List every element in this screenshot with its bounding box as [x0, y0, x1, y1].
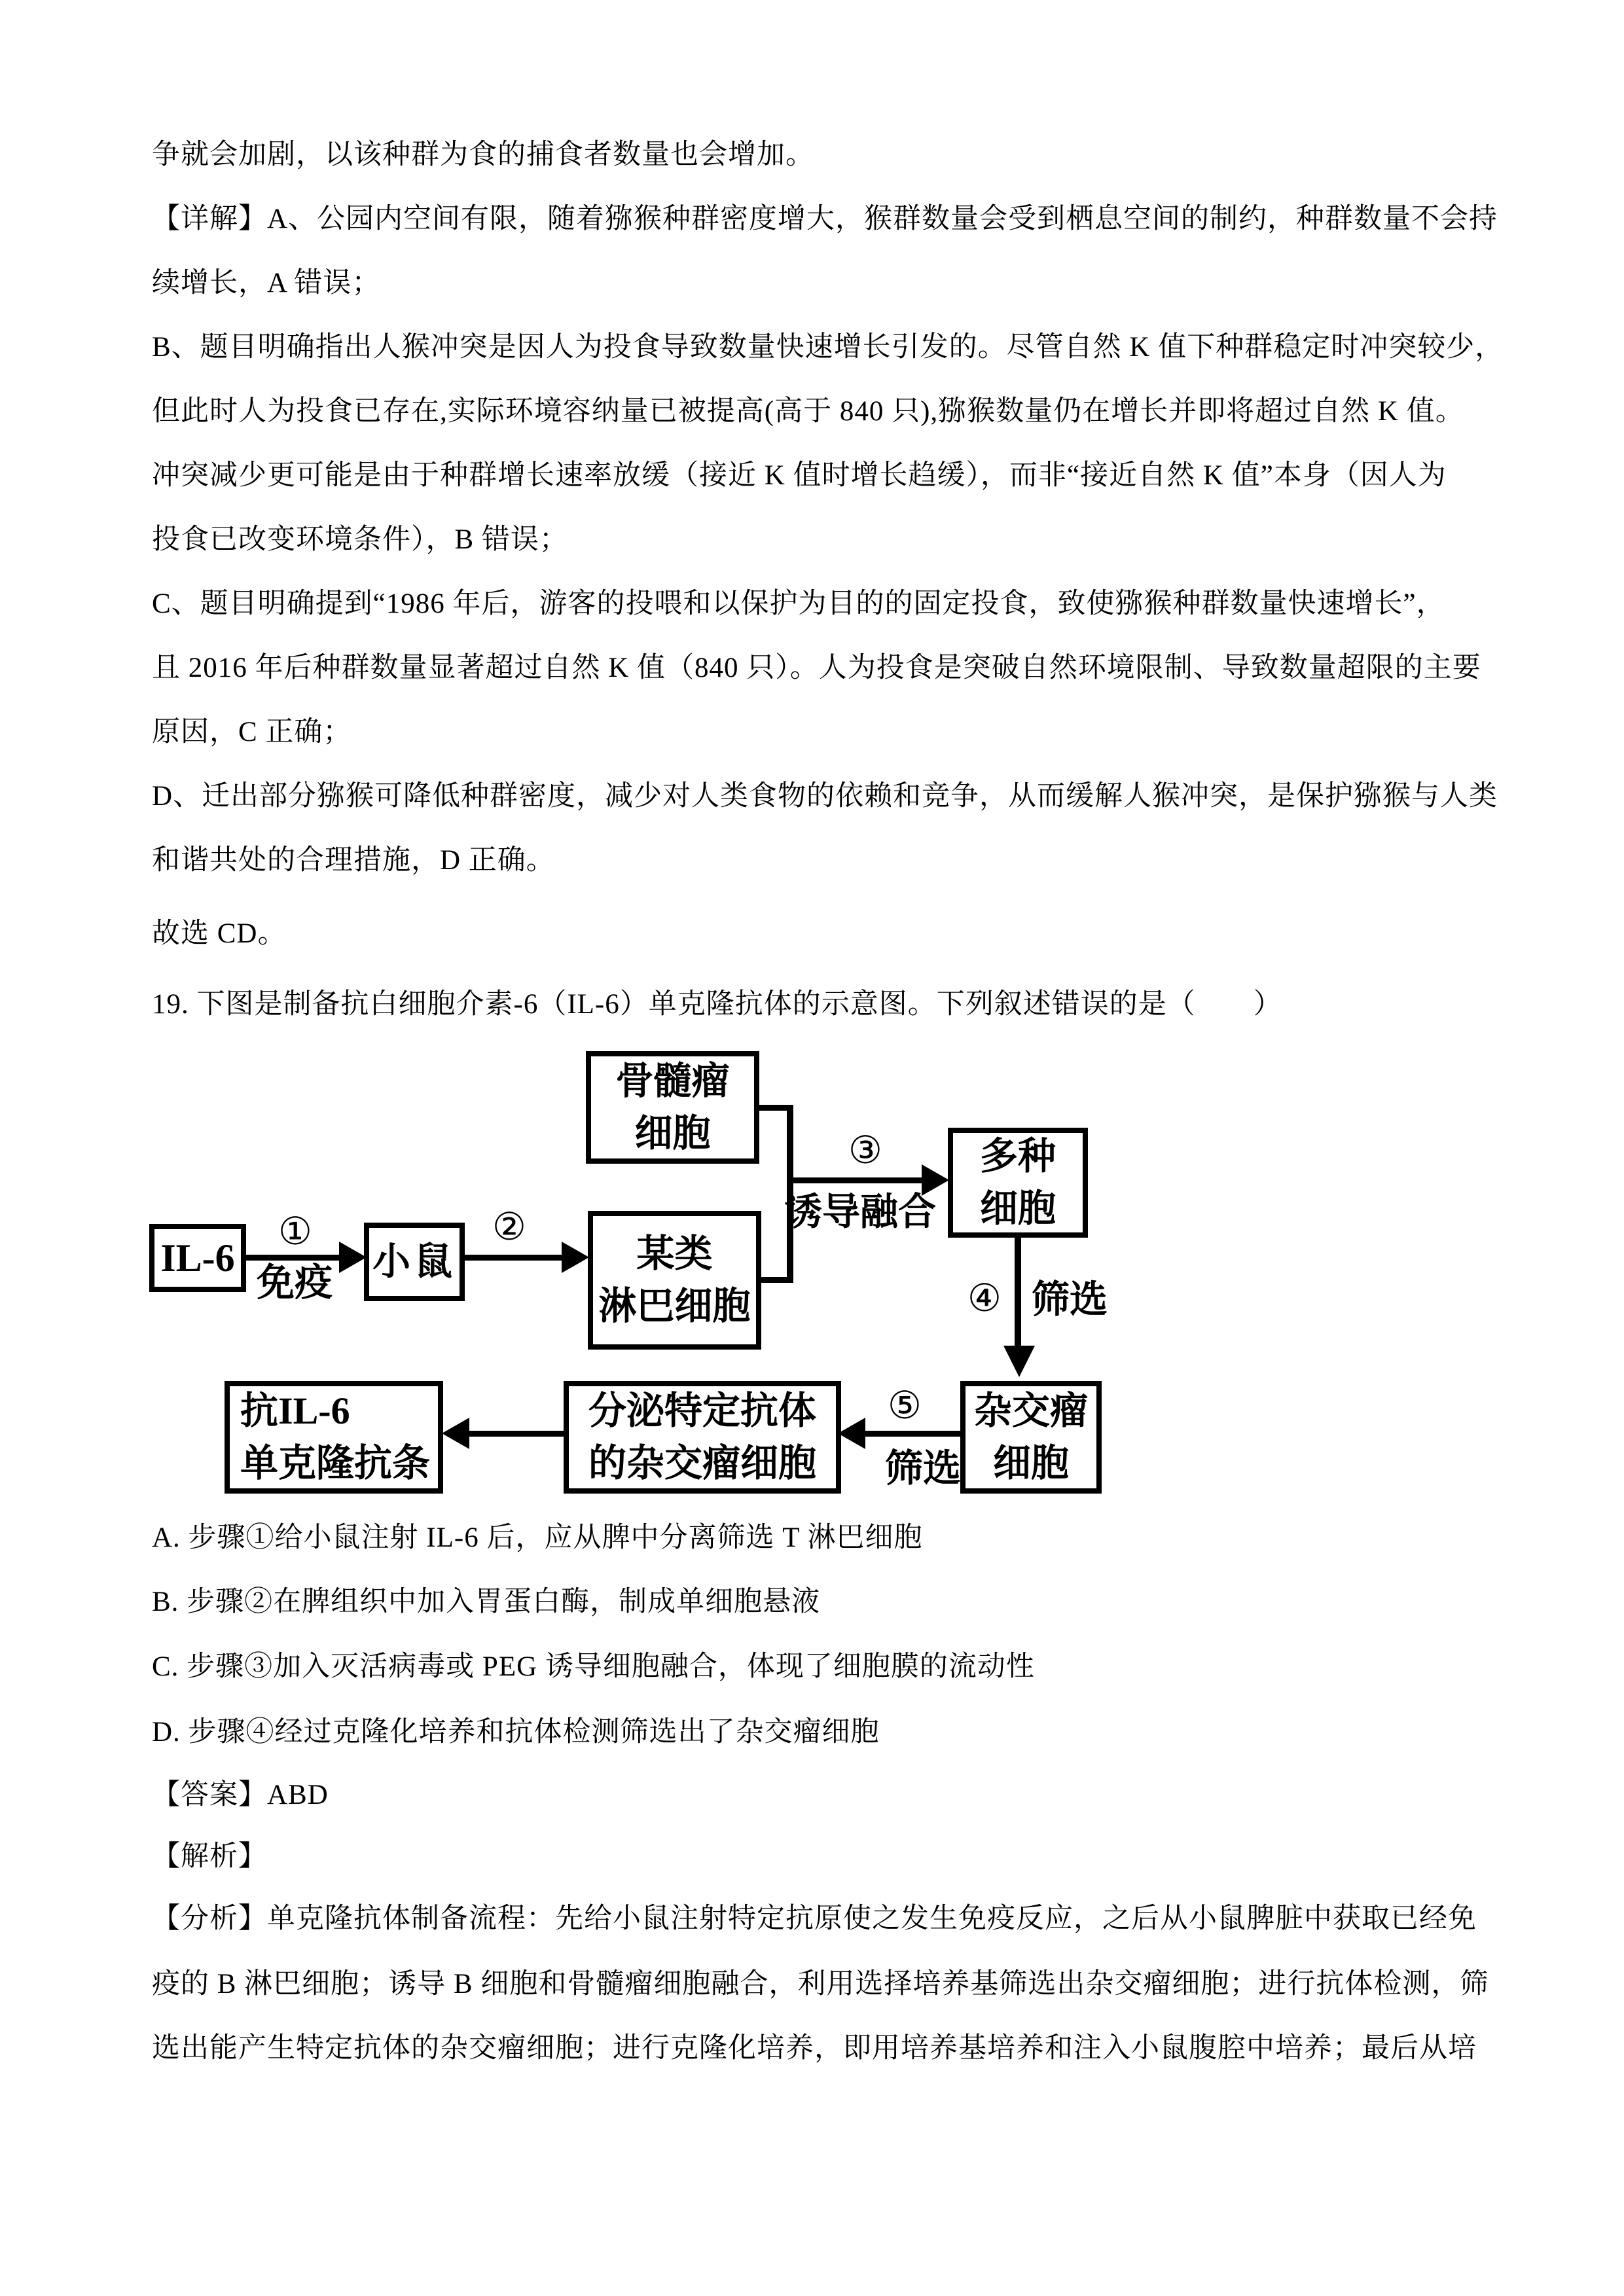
detail-line-7: C、题目明确提到“1986 年后，游客的投喂和以保护为目的的固定投食，致使猕猴种群数量快速增长”，	[152, 588, 1445, 619]
arrow-step5-head-icon	[838, 1418, 865, 1449]
lymphocyte-box	[588, 1211, 761, 1350]
step5-number: ⑤	[888, 1383, 922, 1427]
question-19-stem: 19. 下图是制备抗白细胞介素-6（IL-6）单克隆抗体的示意图。下列叙述错误的是（ ）	[152, 989, 1282, 1020]
arrow-step2-line	[463, 1255, 566, 1261]
monoclonal-antibody-box-line1: 抗IL-6	[240, 1390, 350, 1432]
secreting-hybridoma-box	[564, 1381, 841, 1494]
secreting-hybridoma-box-line2: 的杂交瘤细胞	[588, 1442, 816, 1484]
arrow-step1-line	[245, 1255, 343, 1261]
detail-line-5: 冲突减少更可能是由于种群增长速率放缓（接近 K 值时增长趋缓），而非“接近自然 K 值”本身（因人为	[152, 460, 1447, 491]
answer-line: 【答案】ABD	[152, 1780, 329, 1810]
fused-cells-box-line1: 多种	[979, 1135, 1056, 1177]
step3-label: 诱导融合	[784, 1191, 937, 1233]
option-c: C. 步骤③加入灭活病毒或 PEG 诱导细胞融合，体现了细胞膜的流动性	[152, 1651, 1035, 1682]
secreting-hybridoma-box-line1: 分泌特定抗体	[588, 1390, 816, 1432]
lymphocyte-box-line1: 某类	[636, 1232, 713, 1275]
hybridoma-box	[960, 1381, 1102, 1494]
detail-line-8: 且 2016 年后种群数量显著超过自然 K 值（840 只）。人为投食是突破自然环境限制、导致数量超限的主要	[152, 653, 1481, 683]
step2-number: ②	[492, 1204, 526, 1249]
detail-line-2: 续增长，A 错误；	[152, 268, 381, 298]
arrow-step5-line	[863, 1431, 960, 1437]
detail-line-1: 【详解】A、公园内空间有限，随着猕猴种群密度增大，猴群数量会受到栖息空间的制约，种群数量不会持	[152, 204, 1498, 234]
step5-label: 筛选	[885, 1447, 962, 1490]
myeloma-box-line2: 细胞	[634, 1112, 711, 1155]
myeloma-box-line1: 骨髓瘤	[615, 1060, 730, 1102]
hybridoma-box-line1: 杂交瘤	[973, 1390, 1088, 1432]
step3-number: ③	[848, 1128, 882, 1172]
detail-line-10: D、迁出部分猕猴可降低种群密度，减少对人类食物的依赖和竞争，从而缓解人猴冲突，是保护猕猴与人类	[152, 781, 1498, 812]
analysis-line-1: 疫的 B 淋巴细胞；诱导 B 细胞和骨髓瘤细胞融合，利用选择培养基筛选出杂交瘤细胞；进行抗体检测，筛	[152, 1969, 1489, 2000]
mouse-box	[364, 1223, 465, 1301]
detail-line-0: 争就会加剧，以该种群为食的捕食者数量也会增加。	[152, 139, 814, 170]
option-d: D. 步骤④经过克隆化培养和抗体检测筛选出了杂交瘤细胞	[152, 1717, 880, 1748]
option-b: B. 步骤②在脾组织中加入胃蛋白酶，制成单细胞悬液	[152, 1587, 821, 1617]
fused-cells-box-line2: 细胞	[979, 1187, 1056, 1230]
option-a: A. 步骤①给小鼠注射 IL-6 后，应从脾中分离筛选 T 淋巴细胞	[152, 1522, 923, 1553]
step1-label: 免疫	[257, 1261, 333, 1304]
arrow-step2-head-icon	[562, 1242, 589, 1273]
conclusion-line: 故选 CD。	[152, 918, 287, 949]
monoclonal-antibody-box-line2: 单克隆抗条	[240, 1442, 431, 1484]
arrow-step4-line	[1015, 1238, 1021, 1348]
arrow-step3-line	[790, 1177, 926, 1183]
arrow-step4-head-icon	[1003, 1346, 1035, 1377]
myeloma-box	[586, 1051, 759, 1164]
hybridoma-box-line2: 细胞	[992, 1442, 1069, 1484]
il6-box-label: IL-6	[160, 1236, 235, 1280]
detail-line-6: 投食已改变环境条件），B 错误；	[152, 524, 568, 555]
step4-label: 筛选	[1032, 1278, 1108, 1321]
detail-line-11: 和谐共处的合理措施，D 正确。	[152, 845, 555, 876]
il6-box	[149, 1224, 246, 1292]
step1-number: ①	[278, 1209, 312, 1253]
detail-line-9: 原因，C 正确；	[152, 717, 352, 747]
detail-line-4: 但此时人为投食已存在,实际环境容纳量已被提高(高于 840 只),猕猴数量仍在增长并即将超过自然 K 值。	[152, 396, 1464, 427]
lymphocyte-box-line2: 淋巴细胞	[598, 1285, 751, 1327]
analysis-line-2: 选出能产生特定抗体的杂交瘤细胞；进行克隆化培养，即用培养基培养和注入小鼠腹腔中培养；最后从培	[152, 2033, 1477, 2064]
monoclonal-antibody-box	[225, 1381, 443, 1494]
analysis-line-0: 【分析】单克隆抗体制备流程：先给小鼠注射特定抗原使之发生免疫反应，之后从小鼠脾脏中获取已经免	[152, 1903, 1477, 1934]
bracket-bottom-stub	[759, 1277, 792, 1283]
detail-line-3: B、题目明确指出人猴冲突是因人为投食导致数量快速增长引发的。尽管自然 K 值下种群稳定时冲突较少，	[152, 332, 1504, 363]
arrow-final-head-icon	[442, 1418, 469, 1449]
step4-number: ④	[967, 1276, 1001, 1320]
analysis-header: 【解析】	[152, 1841, 267, 1872]
arrow-step1-head-icon	[339, 1242, 367, 1273]
fused-cells-box	[948, 1128, 1088, 1238]
mouse-box-label: 小鼠	[372, 1240, 456, 1283]
arrow-final-line	[467, 1431, 564, 1437]
